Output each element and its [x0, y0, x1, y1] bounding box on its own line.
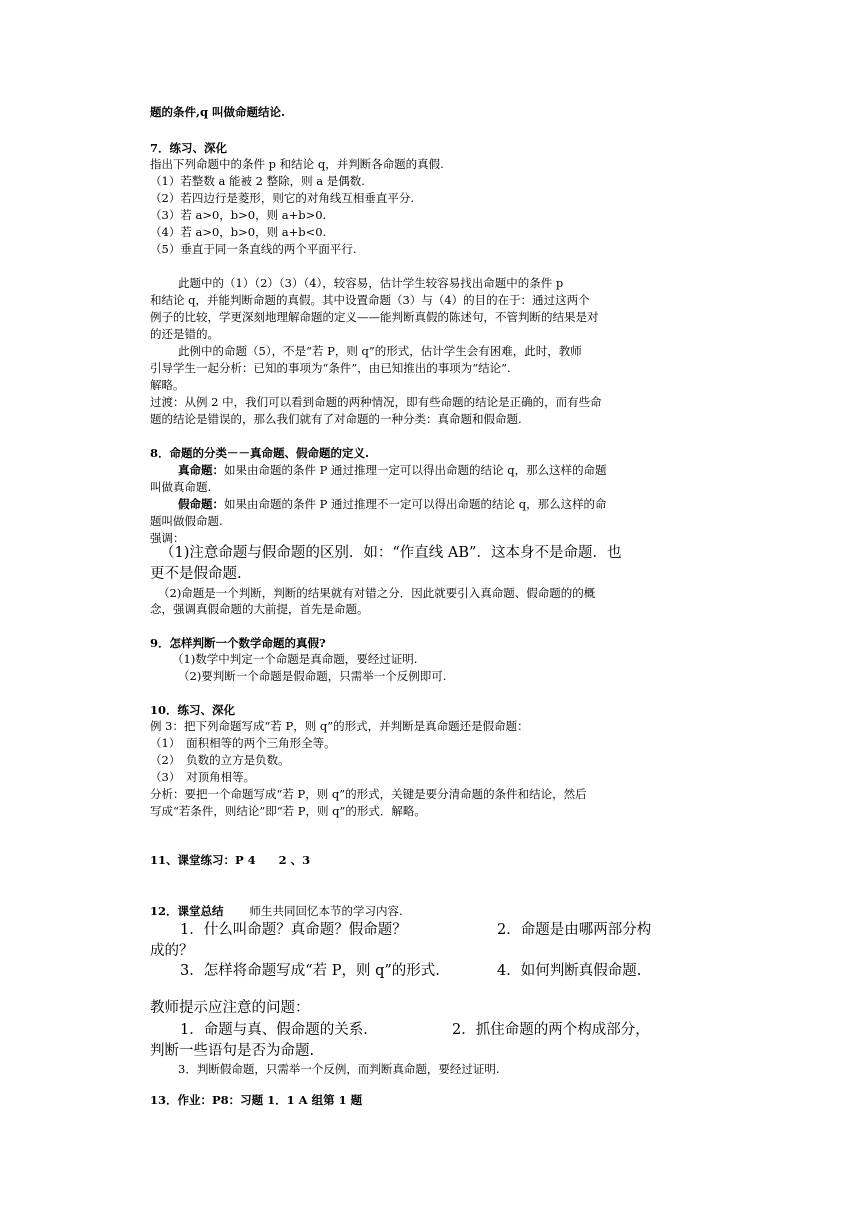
section-heading-8: 8．命题的分类－－真命题、假命题的定义.: [150, 446, 370, 460]
paragraph-line: 的还是错的。: [150, 327, 219, 341]
paragraph-line: 和结论 q，并能判断命题的真假。其中设置命题（3）与（4）的目的在于：通过这两个: [150, 293, 590, 307]
text-line: 例 3：把下列命题写成“若 P，则 q”的形式，并判断是真命题还是假命题：: [150, 719, 529, 733]
list-item: （1） 面积相等的两个三角形全等。: [150, 736, 336, 750]
text-line: 强调：: [150, 531, 185, 545]
paragraph-line: 解略。: [150, 378, 185, 392]
summary-item: 4．如何判断真假命题.: [497, 963, 642, 979]
summary-item: 成的？: [150, 943, 194, 959]
list-item: （3） 对顶角相等。: [150, 770, 256, 784]
section-heading-12: 12．课堂总结: [150, 904, 224, 918]
list-item: （2） 负数的立方是负数。: [150, 753, 290, 767]
emphasis-line: 更不是假命题.: [150, 566, 242, 582]
definition-line: 题叫做假命题.: [150, 514, 223, 528]
list-item: （1）若整数 a 能被 2 整除，则 a 是偶数.: [150, 174, 365, 188]
paragraph-line: 分析：要把一个命题写成“若 P，则 q”的形式，关键是要分清命题的条件和结论，然后: [150, 787, 587, 801]
list-item: （5）垂直于同一条直线的两个平面平行.: [150, 242, 357, 256]
definition-term: 真命题：: [178, 463, 224, 477]
section-heading-9: 9．怎样判断一个数学命题的真假?: [150, 636, 326, 650]
paragraph-line: 写成“若条件，则结论”即“若 P，则 q”的形式．解略。: [150, 804, 426, 818]
emphasis-line: 念，强调真假命题的大前提，首先是命题。: [150, 602, 369, 616]
section-heading-7: 7．练习、深化: [150, 141, 228, 155]
paragraph-line: 题的结论是错误的，那么我们就有了对命题的一种分类：真命题和假命题.: [150, 412, 522, 426]
paragraph-line: 过渡：从例 2 中，我们可以看到命题的两种情况，即有些命题的结论是正确的，而有些命: [150, 395, 602, 409]
section-heading-10: 10．练习、深化: [150, 703, 236, 717]
paragraph-line: 此例中的命题（5），不是“若 P，则 q”的形式，估计学生会有困难，此时，教师: [178, 344, 582, 358]
text-line: 题的条件,q 叫做命题结论.: [150, 105, 286, 119]
tip-item: 2．抓住命题的两个构成部分，: [452, 1022, 650, 1038]
definition-line: [178, 462, 607, 478]
list-item: （2)要判断一个命题是假命题，只需举一个反例即可.: [178, 669, 447, 683]
list-item: （4）若 a>0，b>0，则 a+b<0.: [150, 225, 327, 239]
tip-item: 1．命题与真、假命题的关系.: [180, 1022, 368, 1038]
emphasis-line: （1)注意命题与假命题的区别．如：“作直线 AB”．这本身不是命题．也: [160, 545, 622, 561]
list-item: （2）若四边行是菱形，则它的对角线互相垂直平分.: [150, 191, 414, 205]
section-heading-13: 13．作业：P8：习题 1．1 A 组第 1 题: [150, 1093, 363, 1107]
list-item: （1)数学中判定一个命题是真命题，要经过证明.: [172, 652, 418, 666]
definition-text: 如果由命题的条件 P 通过推理不一定可以得出命题的结论 q，那么这样的命: [224, 497, 607, 511]
text-line: 师生共同回忆本节的学习内容.: [249, 904, 403, 918]
tip-item: 3．判断假命题，只需举一个反例，而判断真命题，要经过证明.: [178, 1062, 500, 1076]
section-heading-11: 11、课堂练习：P 4 2 、3: [150, 853, 311, 867]
paragraph-line: 此题中的（1）（2）（3）（4），较容易，估计学生较容易找出命题中的条件 p: [178, 276, 564, 290]
tip-item: 判断一些语句是否为命题.: [150, 1043, 315, 1059]
paragraph-line: 例子的比较，学更深刻地理解命题的定义——能判断真假的陈述句，不管判断的结果是对: [150, 310, 599, 324]
emphasis-line: （2)命题是一个判断，判断的结果就有对错之分．因此就要引入真命题、假命题的的概: [158, 586, 596, 600]
paragraph-line: 引导学生一起分析：已知的事项为“条件”，由已知推出的事项为“结论”.: [150, 361, 511, 375]
definition-term: 假命题：: [178, 497, 224, 511]
text-line: 指出下列命题中的条件 p 和结论 q，并判断各命题的真假.: [150, 157, 444, 171]
summary-item: 2．命题是由哪两部分构: [497, 922, 652, 938]
tips-heading: 教师提示应注意的问题：: [150, 1000, 310, 1016]
definition-text: 如果由命题的条件 P 通过推理一定可以得出命题的结论 q，那么这样的命题: [224, 463, 607, 477]
section-heading-12-line: [150, 903, 403, 919]
list-item: （3）若 a>0，b>0，则 a+b>0.: [150, 208, 327, 222]
summary-item: 1．什么叫命题？真命题？假命题？: [180, 922, 407, 938]
definition-line: [178, 496, 607, 512]
definition-line: 叫做真命题.: [150, 480, 212, 494]
summary-item: 3．怎样将命题写成“若 P，则 q”的形式.: [180, 963, 440, 979]
